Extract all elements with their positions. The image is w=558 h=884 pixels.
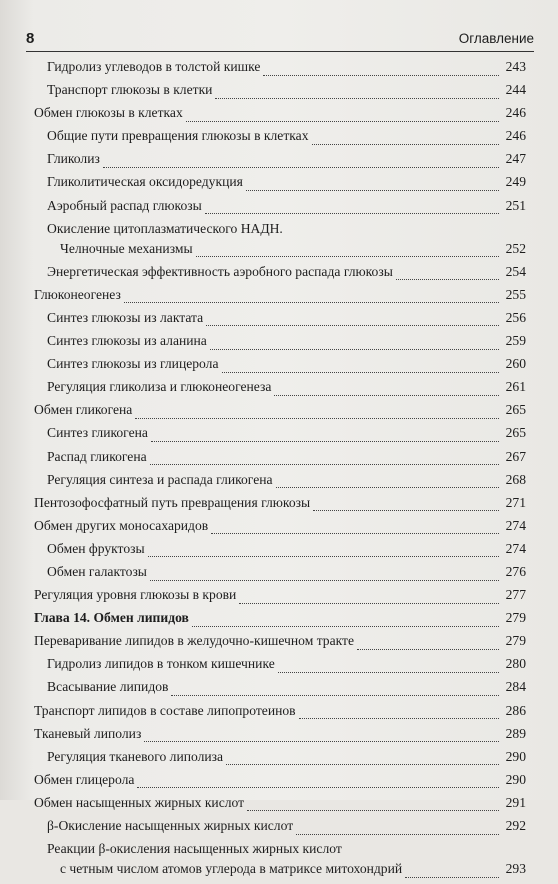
toc-entry-title: Синтез глюкозы из аланина — [47, 333, 207, 349]
toc-entry-title: Распад гликогена — [47, 448, 147, 464]
dot-leader — [247, 809, 499, 811]
toc-entry-page: 267 — [505, 448, 526, 464]
toc-entry-title: Глава 14. Обмен липидов — [34, 610, 189, 626]
dot-leader — [196, 255, 499, 257]
toc-entry[interactable] — [34, 333, 526, 356]
dot-leader — [246, 189, 499, 191]
toc-entry-title: Регуляция гликолиза и глюконеогенеза — [47, 379, 272, 395]
toc-entry[interactable] — [34, 633, 526, 656]
dot-leader — [222, 371, 500, 373]
table-of-contents — [34, 59, 526, 884]
toc-entry-page: 277 — [505, 587, 526, 603]
dot-leader — [278, 671, 499, 673]
dot-leader — [299, 717, 499, 719]
dot-leader — [296, 833, 499, 835]
dot-leader — [144, 740, 499, 742]
toc-entry-page: 244 — [505, 82, 526, 98]
toc-entry-page: 256 — [505, 309, 526, 325]
toc-entry[interactable] — [34, 861, 526, 884]
toc-entry-page: 259 — [505, 333, 526, 349]
toc-entry[interactable] — [34, 221, 526, 241]
toc-entry-page: 249 — [505, 174, 526, 190]
dot-leader — [215, 97, 499, 99]
toc-entry-title: Тканевый липолиз — [34, 725, 142, 741]
toc-entry-page: 274 — [505, 517, 526, 533]
toc-entry-title: Пентозофосфатный путь превращения глюкозы — [34, 494, 311, 510]
toc-entry-page: 292 — [505, 818, 526, 833]
toc-entry-title: Транспорт глюкозы в клетки — [47, 82, 213, 98]
toc-entry-title: Синтез глюкозы из глицерола — [47, 356, 219, 372]
toc-entry-title: Общие пути превращения глюкозы в клетках — [47, 128, 309, 144]
toc-entry-page: 276 — [505, 563, 526, 579]
toc-entry[interactable] — [34, 472, 526, 495]
toc-entry-title: Обмен галактозы — [47, 563, 147, 579]
toc-entry-title: Обмен насыщенных жирных кислот — [34, 794, 245, 810]
toc-entry-title: Транспорт липидов в составе липопротеинов — [34, 702, 296, 718]
dot-leader — [211, 532, 499, 534]
toc-entry-page: 251 — [505, 197, 526, 213]
toc-entry-title: Окисление цитоплазматического НАДН. — [47, 220, 283, 236]
dot-leader — [226, 763, 499, 765]
toc-entry[interactable] — [34, 310, 526, 333]
toc-entry[interactable] — [34, 128, 526, 151]
dot-leader — [124, 301, 499, 303]
toc-entry[interactable] — [34, 587, 526, 610]
toc-entry-page: 274 — [505, 540, 526, 556]
toc-entry[interactable] — [34, 264, 526, 287]
toc-entry[interactable] — [34, 402, 526, 425]
toc-entry-page: 243 — [505, 59, 526, 74]
toc-entry-page: 261 — [505, 379, 526, 395]
dot-leader — [313, 509, 499, 511]
toc-entry-page: 290 — [505, 748, 526, 764]
dot-leader — [103, 166, 499, 168]
toc-entry[interactable] — [34, 749, 526, 772]
toc-entry[interactable] — [34, 679, 526, 702]
toc-entry-title: с четным числом атомов углерода в матриксе митохондрий — [60, 861, 403, 877]
toc-entry[interactable] — [34, 772, 526, 795]
toc-entry-title: Регуляция синтеза и распада гликогена — [47, 471, 273, 487]
dot-leader — [239, 602, 499, 604]
page-number: 8 — [26, 30, 35, 47]
dot-leader — [396, 278, 499, 280]
toc-entry[interactable] — [34, 703, 526, 726]
toc-entry-page: 290 — [505, 771, 526, 787]
toc-entry-title: Переваривание липидов в желудочно-кишечном тракте — [34, 633, 355, 649]
toc-entry-title: Обмен гликогена — [34, 402, 133, 418]
toc-entry-page: 260 — [505, 356, 526, 372]
toc-entry[interactable] — [34, 495, 526, 518]
toc-entry[interactable] — [34, 356, 526, 379]
toc-entry-page: 279 — [505, 610, 526, 626]
toc-entry-page: 247 — [505, 151, 526, 167]
toc-entry-page: 289 — [505, 725, 526, 741]
dot-leader — [263, 74, 499, 76]
toc-entry-title: Гликолиз — [47, 151, 100, 167]
toc-entry-page: 271 — [505, 494, 526, 510]
toc-entry-page: 279 — [505, 633, 526, 649]
toc-entry-title: Энергетическая эффективность аэробного распада глюкозы — [47, 263, 393, 279]
toc-entry-title: Гидролиз углеводов в толстой кишке — [47, 59, 261, 74]
toc-entry-page: 265 — [505, 425, 526, 441]
toc-entry-title: Аэробный распад глюкозы — [47, 197, 202, 213]
dot-leader — [192, 625, 499, 627]
toc-entry[interactable] — [34, 105, 526, 128]
dot-leader — [137, 786, 499, 788]
dot-leader — [276, 486, 499, 488]
toc-entry-page: 286 — [505, 702, 526, 718]
dot-leader — [186, 120, 499, 122]
toc-entry-title: Обмен глюкозы в клетках — [34, 105, 183, 121]
toc-entry-title: β-Окисление насыщенных жирных кислот — [47, 818, 294, 833]
running-title: Оглавление — [458, 31, 534, 46]
dot-leader — [405, 876, 499, 878]
toc-entry-page: 293 — [505, 861, 526, 877]
toc-entry[interactable] — [34, 174, 526, 197]
toc-entry[interactable] — [34, 287, 526, 310]
toc-entry[interactable] — [34, 379, 526, 402]
toc-entry-page: 254 — [505, 263, 526, 279]
toc-entry-page: 252 — [505, 240, 526, 256]
dot-leader — [150, 579, 499, 581]
toc-entry[interactable] — [34, 818, 526, 841]
toc-entry[interactable] — [34, 82, 526, 105]
toc-entry-title: Гидролиз липидов в тонком кишечнике — [47, 656, 275, 672]
toc-chapter-entry[interactable] — [34, 610, 526, 633]
dot-leader — [205, 212, 499, 214]
dot-leader — [357, 648, 499, 650]
toc-entry-page: 246 — [505, 128, 526, 144]
toc-entry-title: Гликолитическая оксидоредукция — [47, 174, 243, 190]
toc-entry-page: 265 — [505, 402, 526, 418]
toc-entry-page: 246 — [505, 105, 526, 121]
toc-entry-title: Синтез гликогена — [47, 425, 148, 441]
toc-entry-title: Обмен глицерола — [34, 771, 135, 787]
toc-entry-page: 255 — [505, 286, 526, 302]
toc-entry-title: Регуляция тканевого липолиза — [47, 748, 224, 764]
toc-entry-title: Синтез глюкозы из лактата — [47, 309, 204, 325]
toc-entry[interactable] — [34, 518, 526, 541]
toc-entry-title: Глюконеогенез — [34, 286, 121, 302]
toc-entry-title: Обмен других моносахаридов — [34, 517, 209, 533]
toc-entry[interactable] — [34, 841, 526, 861]
toc-entry-page: 284 — [505, 679, 526, 695]
toc-entry[interactable] — [34, 425, 526, 448]
toc-entry-title: Всасывание липидов — [47, 679, 169, 695]
dot-leader — [135, 417, 499, 419]
toc-entry[interactable] — [34, 795, 526, 818]
toc-entry-page: 291 — [505, 794, 526, 810]
page-header — [26, 29, 534, 52]
toc-entry[interactable] — [34, 449, 526, 472]
dot-leader — [171, 694, 499, 696]
dot-leader — [312, 143, 500, 145]
toc-entry[interactable] — [34, 59, 526, 82]
toc-entry[interactable] — [34, 541, 526, 564]
toc-entry[interactable] — [34, 241, 526, 264]
toc-entry-title: Обмен фруктозы — [47, 540, 145, 556]
toc-entry[interactable] — [34, 656, 526, 679]
dot-leader — [148, 555, 499, 557]
toc-entry[interactable] — [34, 198, 526, 221]
dot-leader — [206, 324, 499, 326]
toc-entry[interactable] — [34, 726, 526, 749]
toc-entry[interactable] — [34, 151, 526, 174]
toc-entry-title: Реакции β-окисления насыщенных жирных кислот — [47, 841, 342, 857]
dot-leader — [151, 440, 499, 442]
toc-entry-title: Регуляция уровня глюкозы в крови — [34, 587, 237, 603]
dot-leader — [274, 394, 499, 396]
toc-entry-title: Челночные механизмы — [60, 240, 193, 256]
toc-entry[interactable] — [34, 564, 526, 587]
dot-leader — [150, 463, 499, 465]
dot-leader — [210, 348, 499, 350]
toc-entry-page: 268 — [505, 471, 526, 487]
toc-entry-page: 280 — [505, 656, 526, 672]
